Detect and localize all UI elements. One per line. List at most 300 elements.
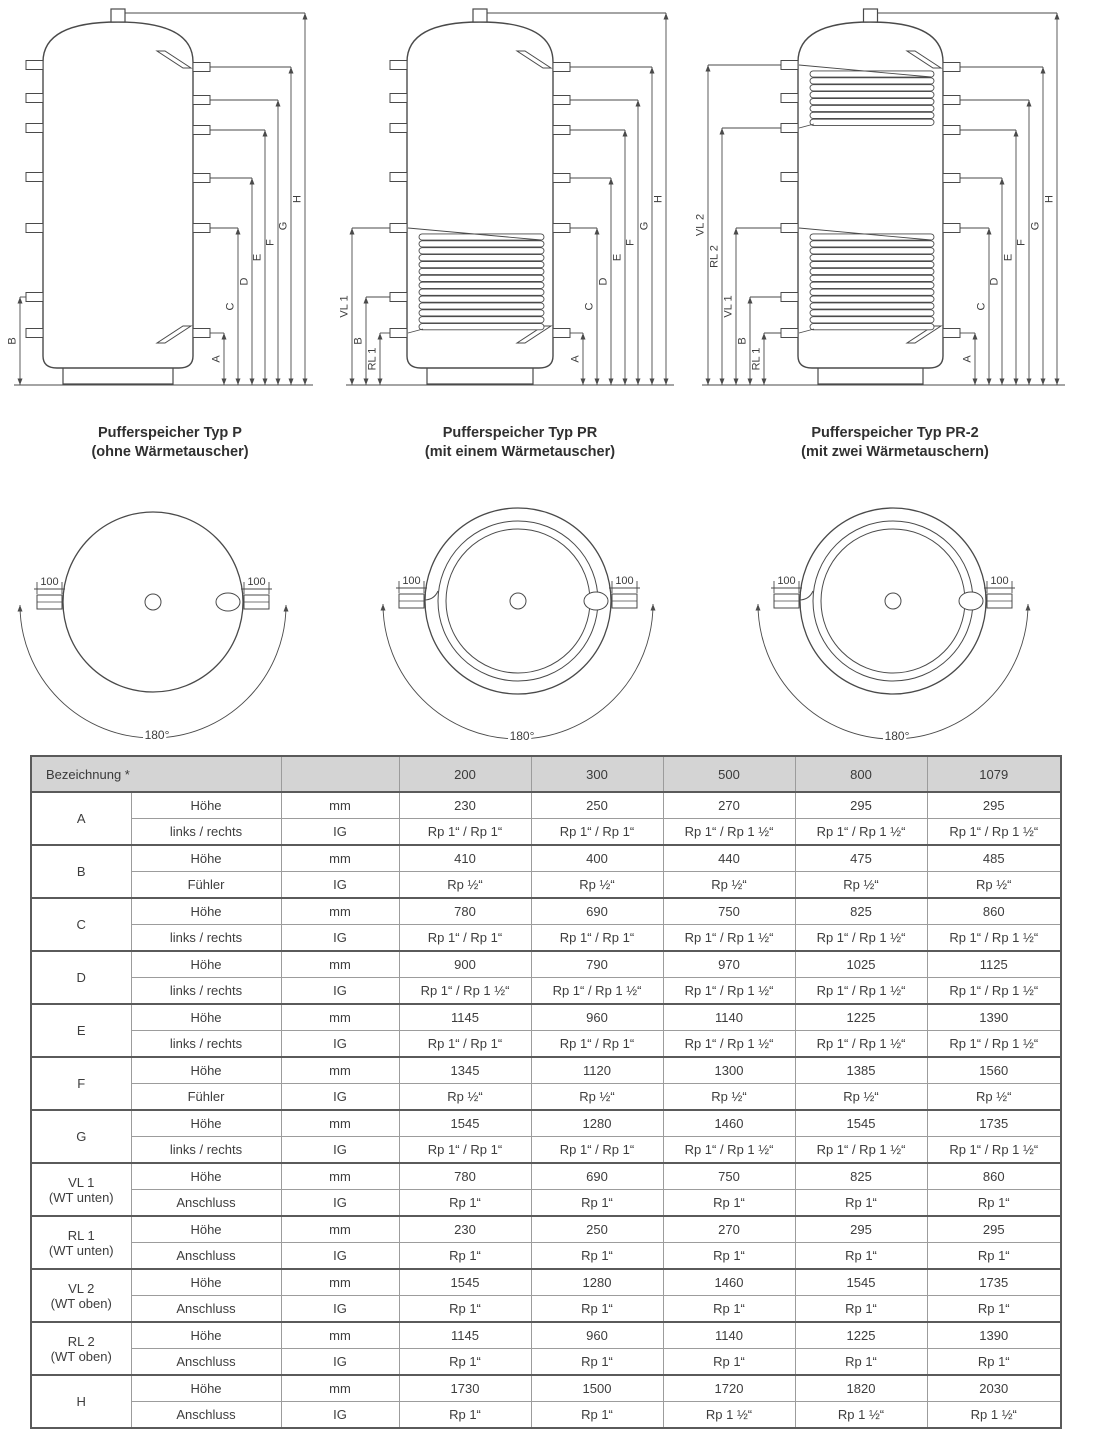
dimension-label: H — [1043, 195, 1056, 203]
table-row — [31, 1057, 1061, 1084]
header-unit-spacer — [281, 756, 399, 792]
cell-value: Rp 1“ / Rp 1 ½“ — [663, 819, 795, 846]
sensor-pocket — [584, 592, 608, 610]
cell-value: 1390 — [927, 1322, 1061, 1349]
top-connection-nub — [864, 9, 878, 22]
dimension-label: B — [352, 337, 365, 345]
port-left — [781, 224, 798, 233]
table-row — [31, 1084, 1061, 1111]
row-name: Höhe — [131, 1004, 281, 1031]
cell-value: 440 — [663, 845, 795, 872]
port-offset-dimension: 100 — [40, 576, 59, 588]
dimension-group-label: A — [31, 792, 131, 845]
dimension-label: H — [291, 195, 304, 203]
cell-value: 825 — [795, 1163, 927, 1190]
cell-value: Rp 1“ / Rp 1“ — [531, 1137, 663, 1164]
cell-value: Rp 1“ — [663, 1243, 795, 1270]
angle-label: 180° — [884, 729, 910, 743]
dimension-group-label: D — [31, 951, 131, 1004]
cell-value: 270 — [663, 1216, 795, 1243]
port-left — [26, 61, 43, 70]
port-left — [390, 173, 407, 182]
cell-value: Rp 1“ / Rp 1 ½“ — [531, 978, 663, 1005]
row-unit: mm — [281, 792, 399, 819]
row-unit: IG — [281, 1084, 399, 1111]
table-row — [31, 1163, 1061, 1190]
table-row — [31, 1402, 1061, 1429]
cell-value: Rp 1“ / Rp 1 ½“ — [795, 925, 927, 952]
cell-value: Rp 1 ½“ — [795, 1402, 927, 1429]
port-right — [193, 174, 210, 183]
spec-table — [30, 755, 1062, 1429]
cell-value: Rp 1“ — [927, 1296, 1061, 1323]
row-unit: IG — [281, 1031, 399, 1058]
port-right — [193, 96, 210, 105]
cell-value: 1385 — [795, 1057, 927, 1084]
caption-subtitle: (mit zwei Wärmetauschern) — [801, 444, 989, 460]
row-name: links / rechts — [131, 1031, 281, 1058]
row-name: Fühler — [131, 872, 281, 899]
row-name: Anschluss — [131, 1243, 281, 1270]
port-left — [26, 124, 43, 133]
caption-typ-pr-2 — [745, 424, 1045, 462]
cell-value: Rp 1“ / Rp 1“ — [399, 1031, 531, 1058]
dimension-label: E — [251, 253, 264, 262]
cell-value: Rp ½“ — [399, 872, 531, 899]
cell-value: Rp 1“ — [399, 1243, 531, 1270]
row-unit: mm — [281, 1163, 399, 1190]
table-row — [31, 951, 1061, 978]
row-unit: IG — [281, 1243, 399, 1270]
cell-value: Rp 1“ / Rp 1“ — [399, 1137, 531, 1164]
row-name: Höhe — [131, 951, 281, 978]
dimension-group-label: G — [31, 1110, 131, 1163]
cell-value: 295 — [927, 792, 1061, 819]
dimension-label: E — [611, 253, 624, 262]
port-left — [390, 94, 407, 103]
row-unit: IG — [281, 819, 399, 846]
cell-value: Rp 1“ — [531, 1190, 663, 1217]
dimension-label: B — [6, 337, 19, 345]
row-name: links / rechts — [131, 925, 281, 952]
table-row — [31, 1322, 1061, 1349]
header-bezeichnung: Bezeichnung * — [31, 756, 281, 792]
port-right — [943, 174, 960, 183]
cell-value: 1280 — [531, 1269, 663, 1296]
top-view-3 — [756, 508, 1031, 743]
cell-value: Rp 1“ — [399, 1296, 531, 1323]
cell-value: 690 — [531, 898, 663, 925]
cell-value: 1145 — [399, 1322, 531, 1349]
tank-diagram-typ-pr — [339, 9, 675, 385]
header-size: 200 — [399, 756, 531, 792]
dimension-label: H — [652, 195, 665, 203]
sensor-pocket — [959, 592, 983, 610]
table-row — [31, 1031, 1061, 1058]
cell-value: Rp 1“ / Rp 1 ½“ — [795, 1137, 927, 1164]
port-left — [781, 61, 798, 70]
cell-value: Rp 1 ½“ — [663, 1402, 795, 1429]
dimension-label: VL 1 — [338, 295, 351, 318]
port-left — [781, 293, 798, 302]
cell-value: 1560 — [927, 1057, 1061, 1084]
cell-value: 1460 — [663, 1269, 795, 1296]
table-row — [31, 1243, 1061, 1270]
port-right — [943, 329, 960, 338]
cell-value: Rp 1“ — [531, 1296, 663, 1323]
cell-value: Rp 1“ / Rp 1 ½“ — [927, 925, 1061, 952]
cell-value: 750 — [663, 1163, 795, 1190]
row-name: Höhe — [131, 1216, 281, 1243]
cell-value: 1225 — [795, 1322, 927, 1349]
sensor-pocket — [216, 593, 240, 611]
dimension-label: D — [988, 277, 1001, 286]
row-unit: mm — [281, 1110, 399, 1137]
cell-value: Rp 1“ / Rp 1 ½“ — [927, 1137, 1061, 1164]
cell-value: 860 — [927, 1163, 1061, 1190]
cell-value: 1735 — [927, 1110, 1061, 1137]
cell-value: 1460 — [663, 1110, 795, 1137]
row-name: links / rechts — [131, 819, 281, 846]
table-row — [31, 898, 1061, 925]
cell-value: Rp ½“ — [795, 1084, 927, 1111]
port-left — [781, 173, 798, 182]
cell-value: Rp 1“ — [927, 1243, 1061, 1270]
tank-pedestal — [818, 368, 923, 384]
port-left — [26, 173, 43, 182]
cell-value: Rp 1“ / Rp 1 ½“ — [927, 1031, 1061, 1058]
top-view-1 — [18, 512, 289, 742]
cell-value: Rp 1“ / Rp 1“ — [531, 1031, 663, 1058]
dimension-label: C — [583, 302, 596, 311]
dimension-label: F — [624, 239, 637, 246]
cell-value: Rp ½“ — [531, 872, 663, 899]
cell-value: 825 — [795, 898, 927, 925]
cell-value: 1500 — [531, 1375, 663, 1402]
angle-label: 180° — [509, 729, 535, 743]
cell-value: Rp ½“ — [927, 872, 1061, 899]
cell-value: Rp 1“ / Rp 1 ½“ — [663, 925, 795, 952]
cell-value: 475 — [795, 845, 927, 872]
row-unit: IG — [281, 925, 399, 952]
cell-value: 1280 — [531, 1110, 663, 1137]
dimension-label: RL 2 — [708, 245, 721, 268]
top-view-2 — [381, 508, 656, 743]
cell-value: Rp 1“ / Rp 1“ — [399, 925, 531, 952]
header-size: 800 — [795, 756, 927, 792]
table-row — [31, 1296, 1061, 1323]
cell-value: 1140 — [663, 1004, 795, 1031]
tank-diagram-typ-pr-2 — [695, 9, 1066, 385]
cell-value: Rp 1“ / Rp 1 ½“ — [927, 978, 1061, 1005]
row-unit: IG — [281, 1349, 399, 1376]
row-unit: IG — [281, 1296, 399, 1323]
table-row — [31, 1349, 1061, 1376]
dimension-label: A — [569, 355, 582, 363]
cell-value: 960 — [531, 1322, 663, 1349]
cell-value: Rp 1“ — [795, 1243, 927, 1270]
cell-value: 1025 — [795, 951, 927, 978]
cell-value: 1300 — [663, 1057, 795, 1084]
cell-value: 1545 — [399, 1110, 531, 1137]
top-connection-nub — [473, 9, 487, 22]
row-unit: mm — [281, 1216, 399, 1243]
port-left — [26, 329, 43, 338]
cell-value: Rp ½“ — [531, 1084, 663, 1111]
row-unit: mm — [281, 845, 399, 872]
table-row — [31, 1110, 1061, 1137]
port-left — [781, 329, 798, 338]
cell-value: 900 — [399, 951, 531, 978]
row-name: Höhe — [131, 1322, 281, 1349]
table-row — [31, 1375, 1061, 1402]
cell-value: Rp 1“ / Rp 1 ½“ — [795, 819, 927, 846]
row-unit: mm — [281, 1375, 399, 1402]
caption-typ-pr — [370, 424, 670, 462]
port-offset-dimension: 100 — [990, 575, 1009, 587]
heat-exchanger-coil — [408, 228, 544, 333]
port-right — [943, 126, 960, 135]
dimension-label: VL 1 — [722, 295, 735, 318]
table-row — [31, 819, 1061, 846]
caption-typ-p — [20, 424, 320, 462]
table-row — [31, 872, 1061, 899]
cell-value: Rp 1“ / Rp 1“ — [531, 819, 663, 846]
port-right — [553, 126, 570, 135]
tank-body — [43, 22, 193, 368]
port-right — [553, 63, 570, 72]
dimension-label: F — [264, 239, 277, 246]
cell-value: Rp 1“ — [531, 1402, 663, 1429]
dimension-group-label: C — [31, 898, 131, 951]
cell-value: 780 — [399, 1163, 531, 1190]
dimension-group-label: B — [31, 845, 131, 898]
cell-value: 1735 — [927, 1269, 1061, 1296]
table-row — [31, 1137, 1061, 1164]
cell-value: Rp 1“ — [663, 1296, 795, 1323]
cell-value: 295 — [927, 1216, 1061, 1243]
port-left — [390, 224, 407, 233]
cell-value: 1545 — [795, 1110, 927, 1137]
cell-value: Rp 1“ — [399, 1190, 531, 1217]
row-name: Höhe — [131, 1163, 281, 1190]
caption-subtitle: (ohne Wärmetauscher) — [91, 444, 249, 460]
cell-value: 400 — [531, 845, 663, 872]
cell-value: Rp 1“ — [663, 1349, 795, 1376]
cell-value: Rp 1 ½“ — [927, 1402, 1061, 1429]
table-row — [31, 1190, 1061, 1217]
dimension-label: G — [638, 221, 651, 231]
cell-value: Rp 1“ / Rp 1 ½“ — [663, 1137, 795, 1164]
cell-value: 1545 — [795, 1269, 927, 1296]
cell-value: Rp 1“ / Rp 1 ½“ — [663, 978, 795, 1005]
cell-value: 230 — [399, 792, 531, 819]
dimension-group-label: F — [31, 1057, 131, 1110]
cell-value: 1225 — [795, 1004, 927, 1031]
row-name: Anschluss — [131, 1296, 281, 1323]
port-left — [390, 329, 407, 338]
cell-value: Rp 1“ — [795, 1296, 927, 1323]
row-name: Anschluss — [131, 1190, 281, 1217]
caption-title: Pufferspeicher Typ P — [98, 425, 242, 441]
cell-value: 750 — [663, 898, 795, 925]
row-name: Höhe — [131, 898, 281, 925]
cell-value: 1390 — [927, 1004, 1061, 1031]
cell-value: 485 — [927, 845, 1061, 872]
row-unit: mm — [281, 1004, 399, 1031]
cell-value: Rp 1“ — [531, 1349, 663, 1376]
port-left — [390, 124, 407, 133]
row-unit: IG — [281, 978, 399, 1005]
dimension-label: D — [238, 277, 251, 286]
cell-value: 270 — [663, 792, 795, 819]
port-right — [553, 174, 570, 183]
row-unit: mm — [281, 1269, 399, 1296]
port-right — [193, 63, 210, 72]
port-right — [553, 329, 570, 338]
table-row — [31, 1216, 1061, 1243]
top-connection-nub — [111, 9, 125, 22]
cell-value: 690 — [531, 1163, 663, 1190]
row-name: Höhe — [131, 1375, 281, 1402]
dimension-group-label: RL 1 (WT unten) — [31, 1216, 131, 1269]
row-name: Anschluss — [131, 1349, 281, 1376]
row-unit: mm — [281, 951, 399, 978]
dimension-label: G — [277, 221, 290, 231]
cell-value: 295 — [795, 1216, 927, 1243]
cell-value: Rp ½“ — [399, 1084, 531, 1111]
dimension-label: B — [736, 337, 749, 345]
cell-value: Rp 1“ — [399, 1349, 531, 1376]
header-size: 1079 — [927, 756, 1061, 792]
cell-value: Rp ½“ — [927, 1084, 1061, 1111]
port-left — [26, 94, 43, 103]
cell-value: 1345 — [399, 1057, 531, 1084]
cell-value: 1730 — [399, 1375, 531, 1402]
row-name: Höhe — [131, 1269, 281, 1296]
port-right — [553, 224, 570, 233]
cell-value: 1545 — [399, 1269, 531, 1296]
cell-value: Rp 1“ / Rp 1 ½“ — [927, 819, 1061, 846]
dimension-label: E — [1002, 253, 1015, 262]
table-row — [31, 845, 1061, 872]
caption-title: Pufferspeicher Typ PR-2 — [811, 425, 979, 441]
cell-value: Rp 1“ / Rp 1 ½“ — [399, 978, 531, 1005]
dimension-label: D — [597, 277, 610, 286]
row-name: Anschluss — [131, 1402, 281, 1429]
port-offset-dimension: 100 — [247, 576, 266, 588]
port-right — [943, 96, 960, 105]
row-name: links / rechts — [131, 1137, 281, 1164]
port-left — [781, 94, 798, 103]
cell-value: 1120 — [531, 1057, 663, 1084]
port-offset-dimension: 100 — [402, 575, 421, 587]
header-size: 500 — [663, 756, 795, 792]
port-right — [193, 224, 210, 233]
port-right — [193, 126, 210, 135]
cell-value: Rp 1“ / Rp 1“ — [531, 925, 663, 952]
cell-value: 780 — [399, 898, 531, 925]
dimension-label: C — [224, 302, 237, 311]
cell-value: 2030 — [927, 1375, 1061, 1402]
cell-value: 970 — [663, 951, 795, 978]
cell-value: 960 — [531, 1004, 663, 1031]
row-name: links / rechts — [131, 978, 281, 1005]
port-left — [390, 61, 407, 70]
dimension-group-label: VL 1 (WT unten) — [31, 1163, 131, 1216]
row-unit: IG — [281, 1137, 399, 1164]
cell-value: 860 — [927, 898, 1061, 925]
dimension-label: G — [1029, 221, 1042, 231]
row-unit: mm — [281, 898, 399, 925]
cell-value: Rp ½“ — [663, 1084, 795, 1111]
port-right — [553, 96, 570, 105]
cell-value: 250 — [531, 792, 663, 819]
caption-title: Pufferspeicher Typ PR — [442, 425, 598, 441]
cell-value: Rp 1“ / Rp 1 ½“ — [795, 1031, 927, 1058]
center-hole — [885, 593, 901, 609]
port-offset-dimension: 100 — [777, 575, 796, 587]
cell-value: 1140 — [663, 1322, 795, 1349]
dimension-group-label: RL 2 (WT oben) — [31, 1322, 131, 1375]
cell-value: Rp 1“ — [795, 1349, 927, 1376]
dimension-label: C — [975, 302, 988, 311]
header-size: 300 — [531, 756, 663, 792]
port-left — [390, 293, 407, 302]
cell-value: Rp 1“ — [663, 1190, 795, 1217]
cell-value: Rp 1“ / Rp 1 ½“ — [795, 978, 927, 1005]
row-unit: mm — [281, 1322, 399, 1349]
cell-value: 1820 — [795, 1375, 927, 1402]
port-right — [193, 329, 210, 338]
row-name: Höhe — [131, 1057, 281, 1084]
cell-value: 410 — [399, 845, 531, 872]
dimension-label: A — [210, 355, 223, 363]
cell-value: 230 — [399, 1216, 531, 1243]
cell-value: Rp ½“ — [663, 872, 795, 899]
dimension-label: VL 2 — [694, 213, 707, 237]
port-left — [26, 224, 43, 233]
port-left — [781, 124, 798, 133]
row-name: Höhe — [131, 1110, 281, 1137]
center-hole — [145, 594, 161, 610]
dimension-label: RL 1 — [750, 347, 763, 371]
dimension-group-label: VL 2 (WT oben) — [31, 1269, 131, 1322]
angle-label: 180° — [144, 728, 170, 742]
port-right — [943, 63, 960, 72]
dimension-label: A — [961, 355, 974, 363]
table-row — [31, 1269, 1061, 1296]
table-row — [31, 978, 1061, 1005]
row-unit: IG — [281, 1402, 399, 1429]
cell-value: Rp 1“ — [927, 1349, 1061, 1376]
cell-value: Rp 1“ — [531, 1243, 663, 1270]
tank-pedestal — [427, 368, 533, 384]
dimension-label: F — [1015, 239, 1028, 246]
cell-value: 1720 — [663, 1375, 795, 1402]
cell-value: 1125 — [927, 951, 1061, 978]
dimension-label: RL 1 — [366, 347, 379, 371]
cell-value: 1145 — [399, 1004, 531, 1031]
cell-value: Rp 1“ / Rp 1 ½“ — [663, 1031, 795, 1058]
cell-value: 250 — [531, 1216, 663, 1243]
row-unit: IG — [281, 1190, 399, 1217]
tank-pedestal — [63, 368, 173, 384]
cell-value: 790 — [531, 951, 663, 978]
table-row — [31, 792, 1061, 819]
table-row — [31, 1004, 1061, 1031]
row-name: Höhe — [131, 792, 281, 819]
